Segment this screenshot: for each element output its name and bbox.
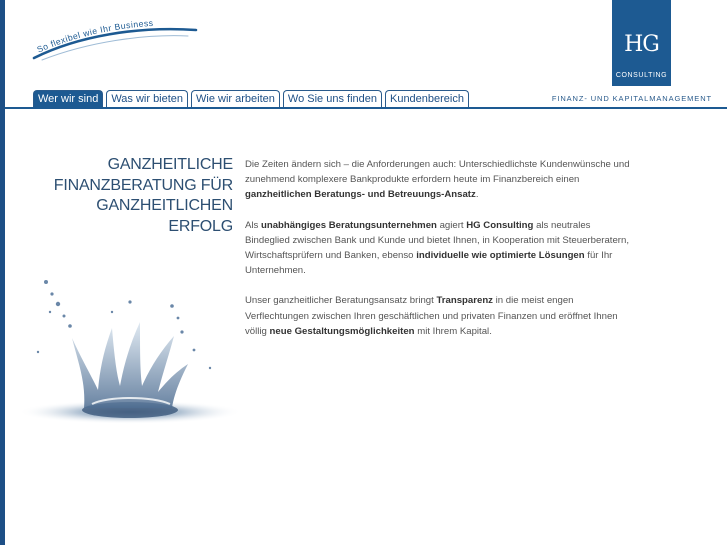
tab-kundenbereich[interactable]: Kundenbereich: [385, 90, 469, 108]
heading-line: GANZHEITLICHE: [107, 156, 233, 173]
tab-was-wir-bieten[interactable]: Was wir bieten: [106, 90, 188, 108]
tagline-text: So flexibel wie Ihr Business: [35, 17, 154, 55]
heading-line: FINANZBERATUNG FÜR: [53, 176, 233, 194]
text-span: Unser ganzheitlicher Beratungsansatz bringt: [245, 295, 437, 307]
tab-wo-sie-uns-finden[interactable]: Wo Sie uns finden: [283, 90, 382, 108]
text-span: in die meist engen Verflechtungen zwischen Ihren geschäftlichen und privaten Finanzen und eröffnet Ihnen völlig: [245, 295, 618, 337]
heading-line: ERFOLG: [168, 217, 233, 235]
left-accent-bar: [0, 0, 5, 545]
bold-span: neue Gestaltungsmöglichkeiten: [269, 325, 415, 337]
paragraph-2: [245, 218, 630, 279]
text-span: als neutrales Bindeglied zwischen Bank und Kunde und bietet Ihnen, in Kooperation mit Steuerberatern, Wirtschaftsprüfern und Banken, ebenso: [245, 219, 630, 262]
bold-span: HG Consulting: [466, 219, 534, 231]
bold-span: Transparenz: [436, 295, 493, 307]
main-navigation: [33, 90, 469, 108]
intro-text: [245, 157, 630, 354]
tab-wie-wir-arbeiten[interactable]: Wie wir arbeiten: [191, 90, 280, 108]
text-span: für Ihr Unternehmen.: [245, 250, 613, 277]
tagline-logo: [28, 14, 198, 64]
text-span: agiert: [436, 219, 467, 231]
hg-consulting-logo[interactable]: [612, 0, 671, 86]
text-span: mit Ihrem Kapital.: [414, 325, 492, 337]
logo-letters: HG: [624, 32, 659, 57]
text-span: Als: [245, 219, 261, 231]
heading-line: GANZHEITLICHEN: [96, 197, 233, 214]
logo-subtext: CONSULTING: [615, 72, 668, 79]
nav-underline: [5, 107, 727, 109]
bold-span: unabhängiges Beratungsunternehmen: [261, 219, 437, 231]
paragraph-3: [245, 293, 630, 339]
company-subtitle: FINANZ- UND KAPITALMANAGEMENT: [551, 94, 712, 103]
bold-span: individuelle wie optimierte Lösungen: [416, 250, 585, 262]
water-splash-image: [12, 272, 240, 432]
text-span: Die Zeiten ändern sich – die Anforderungen auch: Unterschiedlichste Kundenwünsche und zunehmend komplexere Bankprodukte erfordern heute im Finanzbereich einen: [245, 159, 630, 186]
paragraph-1: [245, 157, 630, 203]
page-heading: [33, 155, 233, 237]
text-span: .: [475, 189, 479, 201]
tab-wer-wir-sind[interactable]: Wer wir sind: [33, 90, 103, 108]
bold-span: ganzheitlichen Beratungs- und Betreuungs-Ansatz: [245, 189, 476, 201]
